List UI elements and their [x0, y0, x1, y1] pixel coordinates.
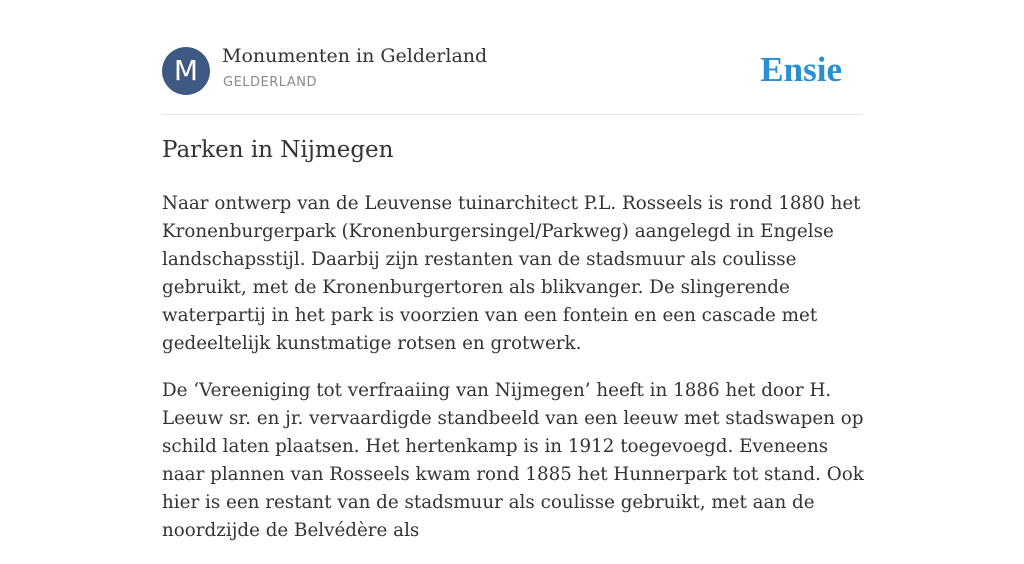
site-title[interactable]: Monumenten in Gelderland [222, 45, 488, 67]
article-body [162, 190, 864, 564]
site-header [162, 0, 862, 115]
article-title: Parken in Nijmegen [162, 137, 394, 163]
avatar[interactable]: M [162, 47, 210, 95]
article-paragraph: Naar ontwerp van de Leuvense tuinarchitect P.L. Rosseels is rond 1880 het Kronenburgerpark (Kronenburgersingel/Parkweg) aangelegd in Engelse landschapsstijl. Daarbij zijn restanten van de stadsmuur als coulisse gebruikt, met de Kronenburgertoren als blikvanger. De slingerende waterpartij in het park is voorzien van een fontein en een cascade met gedeeltelijk kunstmatige rotsen en grotwerk. [162, 193, 861, 354]
brand-logo[interactable]: Ensie [760, 50, 842, 89]
site-subtitle: GELDERLAND [223, 75, 317, 90]
article-paragraph: De ‘Vereeniging tot verfraaiing van Nijmegen’ heeft in 1886 het door H. Leeuw sr. en jr. vervaardigde standbeeld van een leeuw met stadswapen op schild laten plaatsen. Het hertenkamp is in 1912 toegevoegd. Eveneens naar plannen van Rosseels kwam rond 1885 het Hunnerpark tot stand. Ook hier is een restant van de stadsmuur als coulisse gebruikt, met aan de noordzijde de Belvédère als [162, 380, 864, 541]
